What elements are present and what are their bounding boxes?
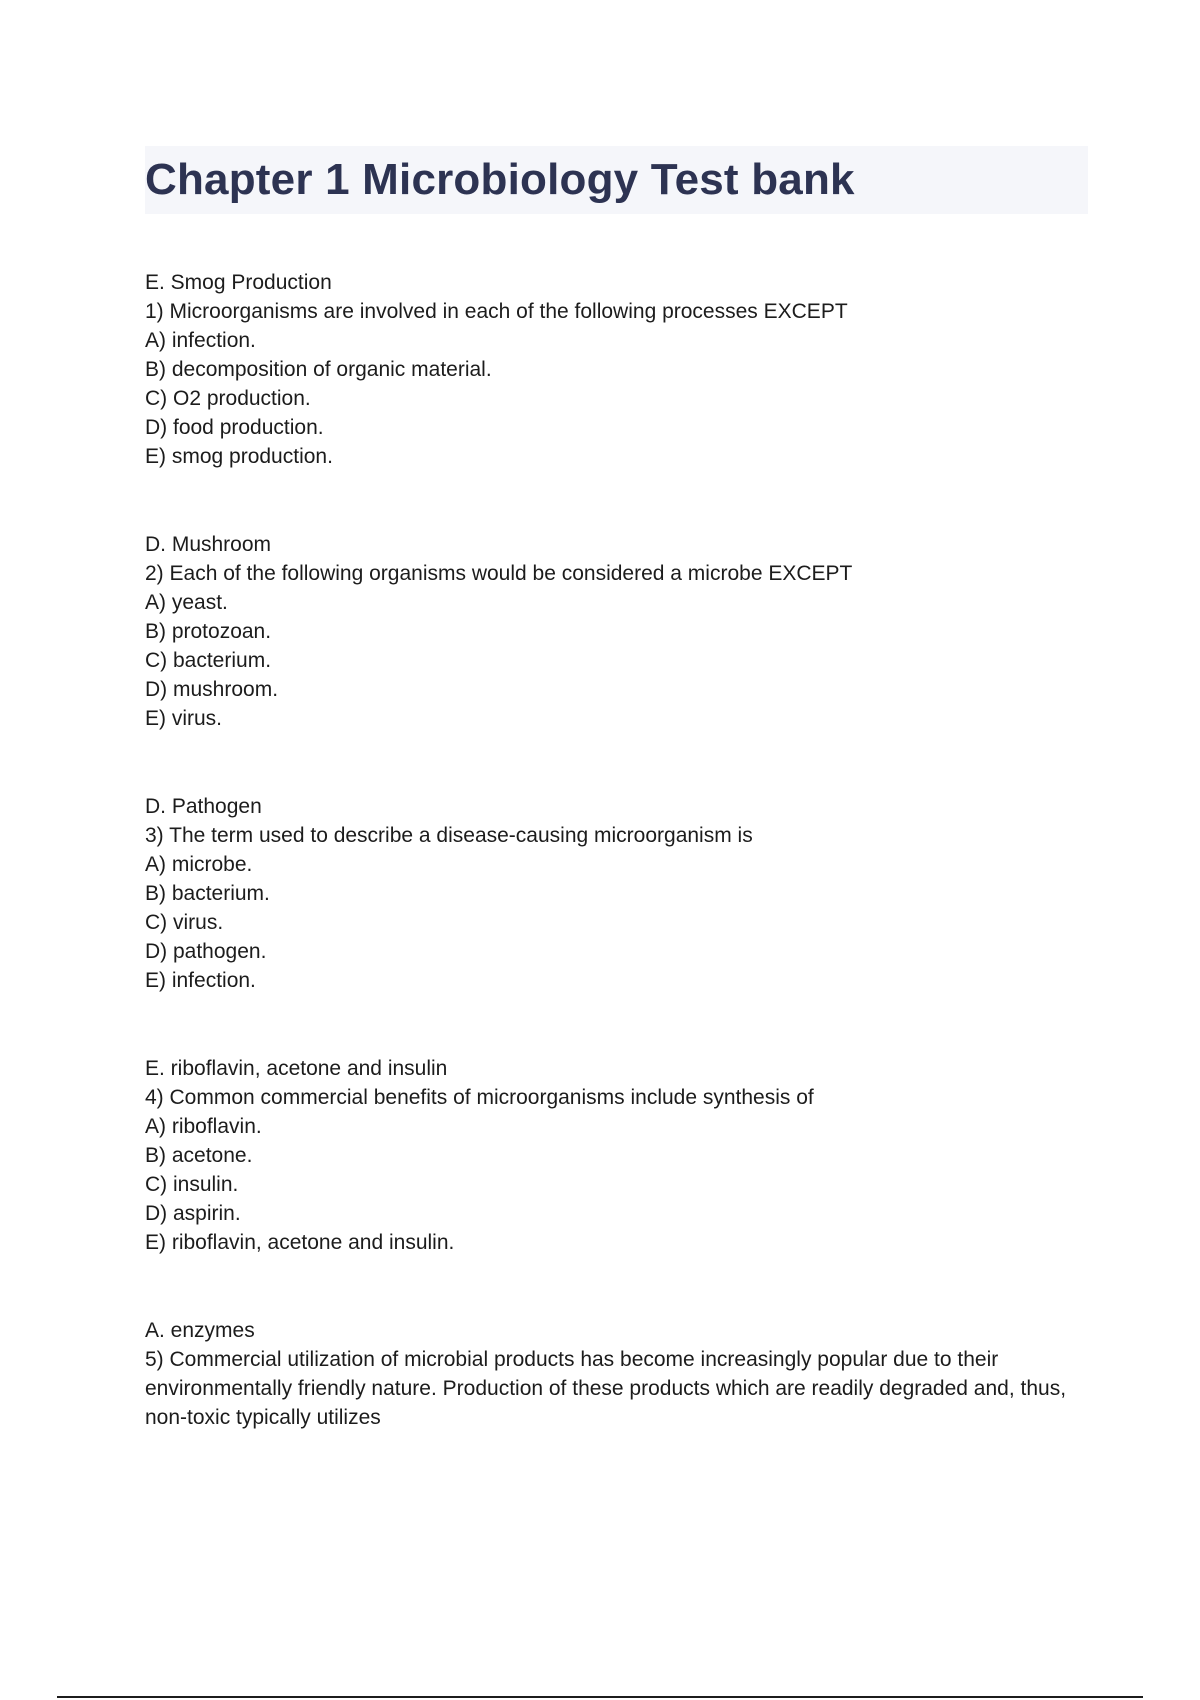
option-a: A) infection. — [145, 329, 256, 352]
option-d: D) aspirin. — [145, 1202, 241, 1225]
answer-key: D. Pathogen — [145, 795, 262, 818]
option-b: B) protozoan. — [145, 620, 272, 643]
option-c: C) bacterium. — [145, 649, 272, 672]
page-title: Chapter 1 Microbiology Test bank — [145, 155, 855, 204]
title-banner — [145, 146, 1088, 214]
option-d: D) mushroom. — [145, 678, 279, 701]
question-block-1 — [145, 268, 1085, 471]
question-block-2 — [145, 530, 1085, 733]
question-text: 3) The term used to describe a disease-causing microorganism is — [145, 824, 753, 847]
option-c: C) insulin. — [145, 1173, 239, 1196]
question-block-4 — [145, 1054, 1085, 1257]
option-e: E) riboflavin, acetone and insulin. — [145, 1231, 455, 1254]
question-text: 4) Common commercial benefits of microorganisms include synthesis of — [145, 1086, 814, 1109]
answer-key: E. riboflavin, acetone and insulin — [145, 1057, 448, 1080]
question-text: 5) Commercial utilization of microbial products has become increasingly popular due to their environmentally friendly nature. Production of these products which are readily degraded and, thus, non-toxic typically utilizes — [145, 1348, 1067, 1429]
option-b: B) bacterium. — [145, 882, 270, 905]
option-d: D) food production. — [145, 416, 324, 439]
answer-key: E. Smog Production — [145, 271, 332, 294]
answer-key: A. enzymes — [145, 1319, 255, 1342]
answer-key: D. Mushroom — [145, 533, 272, 556]
option-e: E) virus. — [145, 707, 223, 730]
option-b: B) acetone. — [145, 1144, 253, 1167]
question-text: 1) Microorganisms are involved in each of the following processes EXCEPT — [145, 300, 848, 323]
question-block-3 — [145, 792, 1085, 995]
option-e: E) smog production. — [145, 445, 333, 468]
option-a: A) riboflavin. — [145, 1115, 262, 1138]
question-text: 2) Each of the following organisms would be considered a microbe EXCEPT — [145, 562, 853, 585]
option-a: A) microbe. — [145, 853, 253, 876]
question-list — [145, 268, 1085, 1491]
option-e: E) infection. — [145, 969, 256, 992]
option-c: C) virus. — [145, 911, 224, 934]
page-bottom-rule — [57, 1696, 1143, 1698]
option-d: D) pathogen. — [145, 940, 267, 963]
option-b: B) decomposition of organic material. — [145, 358, 492, 381]
option-c: C) O2 production. — [145, 387, 311, 410]
option-a: A) yeast. — [145, 591, 228, 614]
question-block-5 — [145, 1316, 1085, 1432]
